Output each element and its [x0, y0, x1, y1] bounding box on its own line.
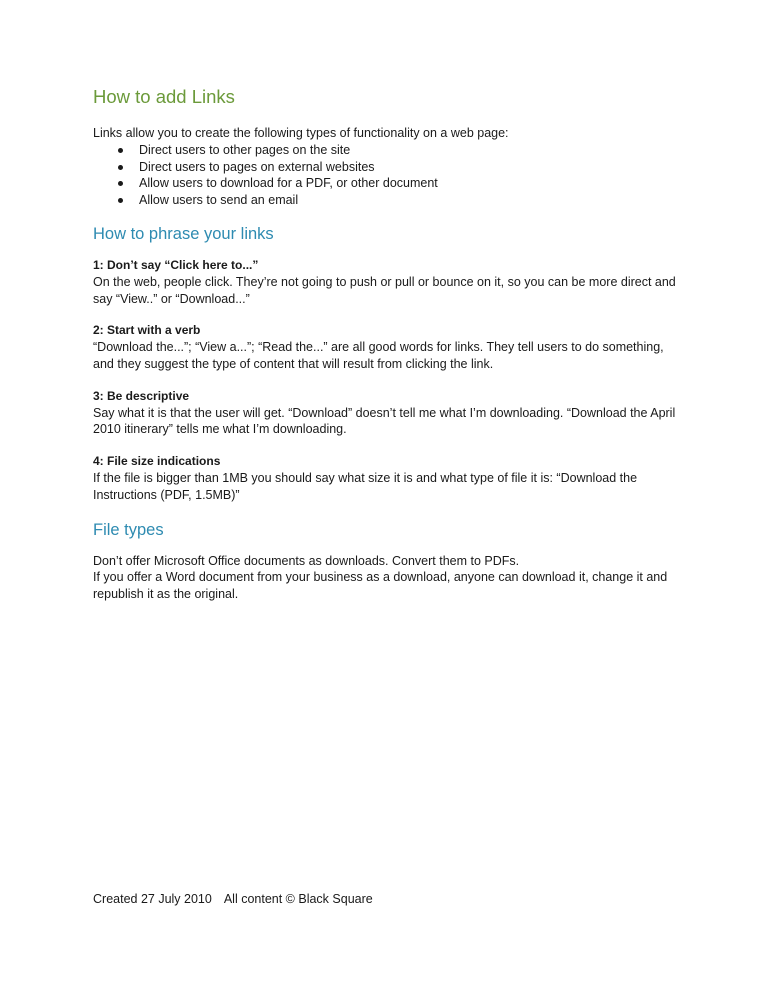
- list-item: Allow users to send an email: [93, 192, 683, 209]
- list-item: Direct users to other pages on the site: [93, 142, 683, 159]
- footer-copyright: All content © Black Square: [223, 892, 373, 906]
- section-heading-phrase: How to phrase your links: [93, 224, 274, 243]
- tip-body: If the file is bigger than 1MB you should say what size it is and what type of file it is: “Download the Instructions (PDF, 1.5MB)”: [93, 470, 638, 502]
- tip-body: Say what it is that the user will get. “Download” doesn’t tell me what I’m downloading. “Download the April 2010 itinerary” tells me what I’m downloading.: [93, 405, 676, 437]
- document-body: [93, 84, 683, 603]
- list-item: Allow users to download for a PDF, or other document: [93, 175, 683, 192]
- bullet-icon: [118, 198, 123, 203]
- bullet-icon: [118, 181, 123, 186]
- footer-created-date: Created 27 July 2010: [93, 892, 212, 906]
- tip-title: 3: Be descriptive: [93, 388, 190, 403]
- bullet-icon: [118, 165, 123, 170]
- tip-title: 4: File size indications: [93, 454, 221, 469]
- functionality-list: [93, 142, 683, 209]
- section-heading-filetypes: File types: [93, 520, 164, 539]
- tip-body: “Download the...”; “View a...”; “Read the...” are all good words for links. They tell users to do something, and they suggest the type of content that will result from clicking the link.: [93, 340, 664, 371]
- filetypes-paragraph-2: If you offer a Word document from your business as a download, anyone can download it, change it and republish it as the original.: [93, 570, 668, 602]
- tip-title: 1: Don’t say “Click here to...”: [93, 257, 259, 272]
- tip-3: [93, 388, 683, 438]
- intro-paragraph: Links allow you to create the following types of functionality on a web page:: [93, 126, 509, 140]
- tip-1: [93, 257, 683, 307]
- tip-body: On the web, people click. They’re not going to push or pull or bounce on it, so you can be more direct and say “View..” or “Download...”: [93, 274, 676, 306]
- tip-2: [93, 322, 683, 372]
- page-title: How to add Links: [93, 86, 235, 107]
- tip-title: 2: Start with a verb: [93, 323, 201, 338]
- list-item: Direct users to pages on external websites: [93, 159, 683, 176]
- bullet-icon: [118, 148, 123, 153]
- page-footer: [93, 891, 373, 907]
- filetypes-paragraph-1: Don’t offer Microsoft Office documents as downloads. Convert them to PDFs.: [93, 553, 520, 568]
- tip-4: [93, 453, 683, 503]
